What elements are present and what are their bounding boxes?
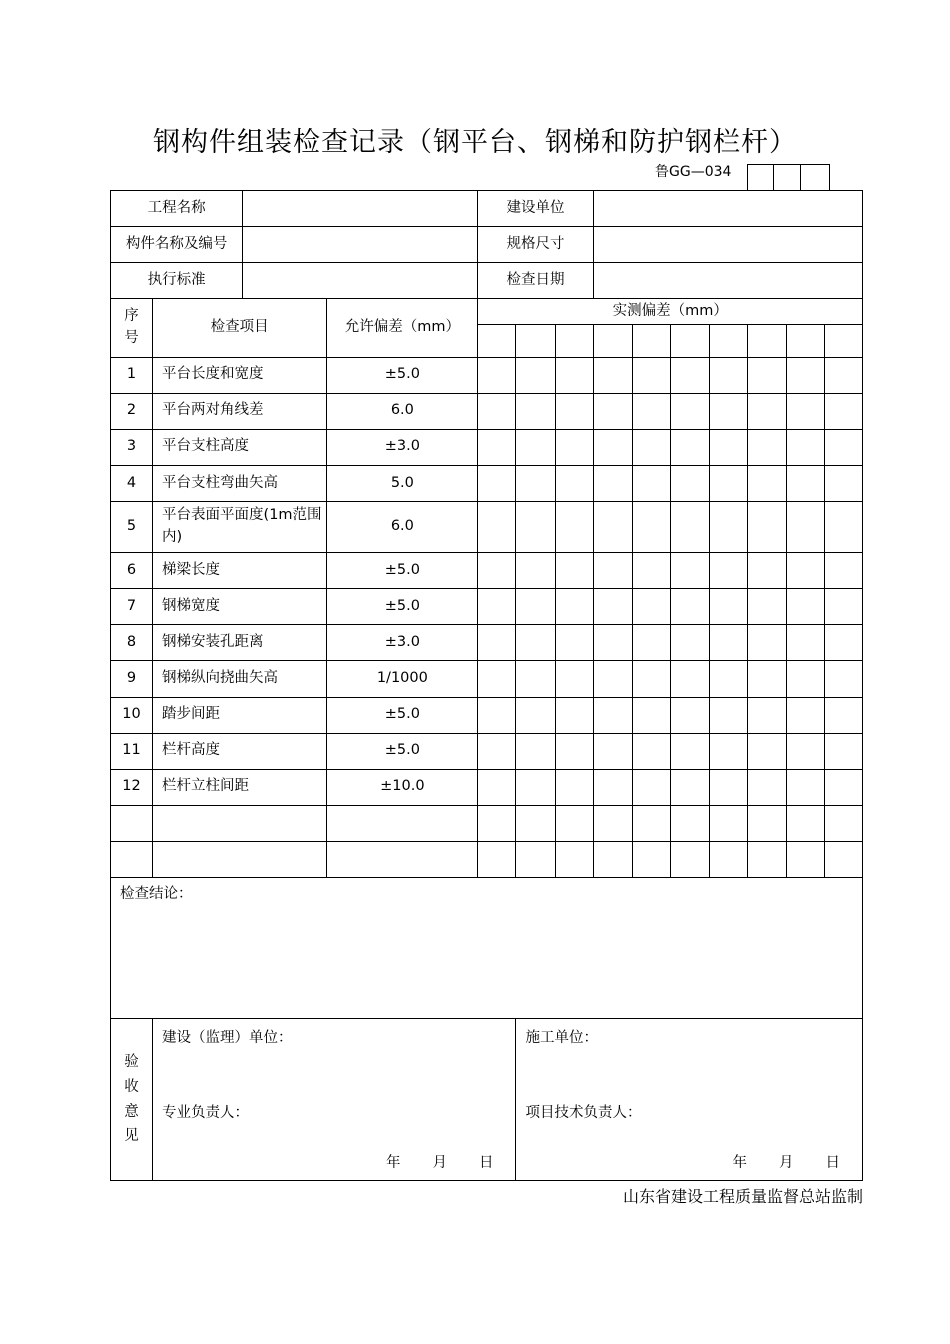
row-item: 平台支柱弯曲矢高 (153, 465, 327, 501)
blank-tolerance[interactable] (327, 841, 478, 877)
measured-cell[interactable] (516, 553, 555, 589)
measured-cell[interactable] (747, 661, 786, 697)
measured-cell[interactable] (786, 733, 824, 769)
measured-cell[interactable] (786, 501, 824, 552)
measured-cell[interactable] (747, 769, 786, 805)
conclusion-box[interactable] (111, 878, 863, 1019)
code-box-3[interactable] (801, 164, 830, 190)
measured-cell[interactable] (670, 661, 709, 697)
measured-cell[interactable] (747, 393, 786, 429)
measured-cell[interactable] (516, 733, 555, 769)
row-number: 5 (111, 501, 153, 552)
measured-cell[interactable] (478, 429, 516, 465)
code-box-2[interactable] (774, 164, 801, 190)
row-item: 钢梯纵向挠曲矢高 (153, 661, 327, 697)
measured-cell[interactable] (747, 625, 786, 661)
measured-cell[interactable] (824, 553, 862, 589)
measured-cell[interactable] (786, 465, 824, 501)
measured-cell[interactable] (516, 661, 555, 697)
row-tolerance: ±5.0 (327, 697, 478, 733)
row-number: 1 (111, 357, 153, 393)
form-code: 鲁GG—034 (655, 164, 732, 180)
measured-cell[interactable] (670, 769, 709, 805)
measured-cell[interactable] (709, 393, 747, 429)
measured-cell[interactable] (670, 429, 709, 465)
measured-cell[interactable] (516, 429, 555, 465)
measured-cell[interactable] (555, 661, 593, 697)
measured-cell[interactable] (824, 393, 862, 429)
measured-cell[interactable] (555, 625, 593, 661)
measured-cell[interactable] (555, 733, 593, 769)
row-item: 平台两对角线差 (153, 393, 327, 429)
day-label: 日 (478, 1154, 494, 1171)
acceptance-label-char: 意 (124, 1103, 139, 1120)
measured-cell[interactable] (516, 625, 555, 661)
measured-col-5[interactable] (632, 325, 670, 357)
measured-cell[interactable] (632, 625, 670, 661)
measured-cell[interactable] (516, 769, 555, 805)
measured-cell[interactable] (709, 697, 747, 733)
measured-cell[interactable] (709, 625, 747, 661)
measured-cell[interactable] (786, 697, 824, 733)
measured-cell[interactable] (786, 661, 824, 697)
measured-cell[interactable] (516, 697, 555, 733)
measured-cell[interactable] (555, 841, 593, 877)
measured-cell[interactable] (593, 661, 632, 697)
owner-sign-cell[interactable] (153, 1019, 516, 1181)
measured-cell[interactable] (709, 661, 747, 697)
measured-cell[interactable] (824, 465, 862, 501)
measured-cell[interactable] (478, 357, 516, 393)
measured-cell[interactable] (786, 357, 824, 393)
measured-cell[interactable] (478, 393, 516, 429)
row-number: 7 (111, 589, 153, 625)
row-item: 平台长度和宽度 (153, 357, 327, 393)
measured-cell[interactable] (632, 393, 670, 429)
measured-cell[interactable] (709, 733, 747, 769)
contractor-unit-label: 施工单位： (525, 1029, 598, 1046)
row-number: 10 (111, 697, 153, 733)
measured-cell[interactable] (632, 661, 670, 697)
measured-cell[interactable] (632, 429, 670, 465)
measured-cell[interactable] (786, 429, 824, 465)
measured-cell[interactable] (593, 501, 632, 552)
measured-cell[interactable] (670, 357, 709, 393)
measured-header: 实测偏差（mm） (478, 299, 863, 325)
row-item: 踏步间距 (153, 697, 327, 733)
measured-cell[interactable] (670, 841, 709, 877)
measured-cell[interactable] (478, 697, 516, 733)
construction-unit-field[interactable] (593, 191, 862, 227)
component-field[interactable] (243, 227, 478, 263)
row-item: 栏杆高度 (153, 733, 327, 769)
measured-cell[interactable] (555, 429, 593, 465)
measured-cell[interactable] (478, 625, 516, 661)
footer-issuer: 山东省建设工程质量监督总站监制 (622, 1187, 863, 1206)
measured-cell[interactable] (593, 805, 632, 841)
measured-cell[interactable] (632, 589, 670, 625)
measured-cell[interactable] (670, 625, 709, 661)
measured-cell[interactable] (555, 553, 593, 589)
acceptance-label-char: 收 (124, 1079, 139, 1096)
measured-col-6[interactable] (670, 325, 709, 357)
measured-cell[interactable] (632, 841, 670, 877)
measured-cell[interactable] (478, 501, 516, 552)
row-tolerance: ±3.0 (327, 625, 478, 661)
measured-cell[interactable] (747, 841, 786, 877)
measured-cell[interactable] (593, 697, 632, 733)
measured-cell[interactable] (824, 697, 862, 733)
inspection-date-label: 检查日期 (478, 263, 593, 299)
table-row (111, 589, 863, 625)
measured-cell[interactable] (670, 805, 709, 841)
month-label: 月 (779, 1154, 794, 1171)
measured-cell[interactable] (593, 841, 632, 877)
table-row (111, 553, 863, 589)
measured-cell[interactable] (478, 589, 516, 625)
measured-cell[interactable] (632, 805, 670, 841)
measured-cell[interactable] (709, 465, 747, 501)
measured-cell[interactable] (516, 589, 555, 625)
seq-header (111, 299, 153, 357)
measured-cell[interactable] (478, 733, 516, 769)
measured-cell[interactable] (709, 501, 747, 552)
table-row (111, 769, 863, 805)
measured-col-7[interactable] (709, 325, 747, 357)
seq-header-char-1: 序 (124, 308, 139, 325)
day-label: 日 (825, 1154, 840, 1171)
acceptance-label-char: 验 (124, 1054, 139, 1071)
blank-tolerance[interactable] (327, 805, 478, 841)
measured-cell[interactable] (747, 697, 786, 733)
measured-cell[interactable] (593, 465, 632, 501)
tolerance-header: 允许偏差（mm） (327, 299, 478, 357)
measured-cell[interactable] (516, 465, 555, 501)
table-row (111, 625, 863, 661)
spec-size-field[interactable] (593, 227, 862, 263)
measured-cell[interactable] (555, 465, 593, 501)
measured-cell[interactable] (824, 805, 862, 841)
measured-col-2[interactable] (516, 325, 555, 357)
measured-cell[interactable] (516, 501, 555, 552)
blank-item[interactable] (153, 841, 327, 877)
year-label: 年 (385, 1154, 401, 1171)
measured-cell[interactable] (555, 805, 593, 841)
standard-label: 执行标准 (111, 263, 243, 299)
blank-row (111, 805, 863, 841)
project-name-label: 工程名称 (111, 191, 243, 227)
measured-cell[interactable] (747, 501, 786, 552)
row-item: 梯梁长度 (153, 553, 327, 589)
measured-cell[interactable] (593, 733, 632, 769)
blank-number[interactable] (111, 841, 153, 877)
measured-cell[interactable] (555, 501, 593, 552)
row-item: 平台支柱高度 (153, 429, 327, 465)
measured-cell[interactable] (786, 841, 824, 877)
contractor-sign-cell[interactable] (516, 1019, 863, 1181)
measured-cell[interactable] (593, 769, 632, 805)
measured-cell[interactable] (786, 589, 824, 625)
contractor-date (701, 1153, 841, 1175)
owner-person-label: 专业负责人： (162, 1104, 250, 1121)
measured-cell[interactable] (709, 357, 747, 393)
row-item: 平台表面平面度(1m范围内) (153, 501, 327, 552)
measured-cell[interactable] (824, 429, 862, 465)
measured-cell[interactable] (824, 501, 862, 552)
measured-cell[interactable] (478, 841, 516, 877)
measured-cell[interactable] (593, 589, 632, 625)
measured-cell[interactable] (786, 553, 824, 589)
measured-cell[interactable] (824, 625, 862, 661)
row-tolerance: ±5.0 (327, 733, 478, 769)
measured-cell[interactable] (747, 805, 786, 841)
acceptance-label-cell (111, 1019, 153, 1181)
row-number: 2 (111, 393, 153, 429)
measured-cell[interactable] (555, 589, 593, 625)
measured-cell[interactable] (632, 357, 670, 393)
row-tolerance: 6.0 (327, 501, 478, 552)
row-number: 11 (111, 733, 153, 769)
row-item: 钢梯安装孔距离 (153, 625, 327, 661)
measured-cell[interactable] (555, 357, 593, 393)
measured-cell[interactable] (670, 553, 709, 589)
measured-cell[interactable] (632, 697, 670, 733)
month-label: 月 (432, 1154, 447, 1171)
measured-cell[interactable] (593, 625, 632, 661)
measured-cell[interactable] (747, 589, 786, 625)
row-tolerance: 1/1000 (327, 661, 478, 697)
row-number: 9 (111, 661, 153, 697)
measured-cell[interactable] (709, 429, 747, 465)
measured-cell[interactable] (747, 733, 786, 769)
project-name-field[interactable] (243, 191, 478, 227)
acceptance-label-char: 见 (124, 1128, 139, 1145)
measured-cell[interactable] (632, 465, 670, 501)
measured-cell[interactable] (478, 769, 516, 805)
component-label: 构件名称及编号 (111, 227, 243, 263)
measured-cell[interactable] (747, 553, 786, 589)
row-number: 6 (111, 553, 153, 589)
row-tolerance: 6.0 (327, 393, 478, 429)
measured-cell[interactable] (478, 661, 516, 697)
table-row (111, 465, 863, 501)
row-number: 3 (111, 429, 153, 465)
table-row (111, 393, 863, 429)
row-tolerance: ±5.0 (327, 589, 478, 625)
measured-cell[interactable] (555, 697, 593, 733)
measured-col-8[interactable] (747, 325, 786, 357)
measured-cell[interactable] (555, 769, 593, 805)
inspection-table (110, 190, 863, 1181)
measured-cell[interactable] (632, 553, 670, 589)
measured-cell[interactable] (516, 393, 555, 429)
year-label: 年 (732, 1154, 747, 1171)
measured-cell[interactable] (516, 841, 555, 877)
measured-cell[interactable] (478, 805, 516, 841)
table-row (111, 357, 863, 393)
measured-cell[interactable] (478, 553, 516, 589)
measured-col-3[interactable] (555, 325, 593, 357)
measured-cell[interactable] (824, 589, 862, 625)
measured-cell[interactable] (632, 733, 670, 769)
item-header: 检查项目 (153, 299, 327, 357)
table-row (111, 661, 863, 697)
measured-cell[interactable] (824, 769, 862, 805)
measured-cell[interactable] (824, 357, 862, 393)
measured-cell[interactable] (670, 501, 709, 552)
measured-cell[interactable] (478, 465, 516, 501)
owner-unit-label: 建设（监理）单位： (162, 1029, 293, 1046)
measured-cell[interactable] (786, 769, 824, 805)
measured-col-4[interactable] (593, 325, 632, 357)
spec-size-label: 规格尺寸 (478, 227, 593, 263)
measured-cell[interactable] (632, 769, 670, 805)
table-row (111, 733, 863, 769)
table-row (111, 697, 863, 733)
acceptance-label (124, 1050, 139, 1149)
construction-unit-label: 建设单位 (478, 191, 593, 227)
blank-number[interactable] (111, 805, 153, 841)
measured-cell[interactable] (593, 357, 632, 393)
row-tolerance: 5.0 (327, 465, 478, 501)
conclusion-label: 检查结论： (120, 886, 193, 903)
measured-cell[interactable] (786, 393, 824, 429)
row-item: 栏杆立柱间距 (153, 769, 327, 805)
measured-cell[interactable] (824, 733, 862, 769)
measured-cell[interactable] (670, 733, 709, 769)
row-tolerance: ±10.0 (327, 769, 478, 805)
blank-item[interactable] (153, 805, 327, 841)
standard-field[interactable] (243, 263, 478, 299)
page-title: 钢构件组装检查记录（钢平台、钢梯和防护钢栏杆） (153, 127, 797, 158)
measured-col-10[interactable] (824, 325, 862, 357)
row-tolerance: ±3.0 (327, 429, 478, 465)
measured-cell[interactable] (824, 661, 862, 697)
measured-col-9[interactable] (786, 325, 824, 357)
inspection-date-field[interactable] (593, 263, 862, 299)
row-tolerance: ±5.0 (327, 553, 478, 589)
measured-cell[interactable] (593, 553, 632, 589)
measured-cell[interactable] (747, 357, 786, 393)
table-row (111, 501, 863, 552)
row-item: 钢梯宽度 (153, 589, 327, 625)
measured-cell[interactable] (593, 429, 632, 465)
measured-cell[interactable] (670, 393, 709, 429)
measured-cell[interactable] (516, 805, 555, 841)
code-box-1[interactable] (747, 164, 774, 190)
row-tolerance: ±5.0 (327, 357, 478, 393)
measured-cell[interactable] (747, 465, 786, 501)
row-number: 8 (111, 625, 153, 661)
row-number: 12 (111, 769, 153, 805)
measured-cell[interactable] (786, 805, 824, 841)
measured-cell[interactable] (709, 841, 747, 877)
measured-cell[interactable] (670, 589, 709, 625)
measured-cell[interactable] (516, 357, 555, 393)
measured-cell[interactable] (709, 805, 747, 841)
measured-col-1[interactable] (478, 325, 516, 357)
table-row (111, 429, 863, 465)
owner-date (354, 1153, 494, 1175)
measured-cell[interactable] (555, 393, 593, 429)
measured-cell[interactable] (709, 589, 747, 625)
contractor-person-label: 项目技术负责人： (525, 1104, 642, 1121)
measured-cell[interactable] (670, 697, 709, 733)
measured-cell[interactable] (670, 465, 709, 501)
row-number: 4 (111, 465, 153, 501)
measured-cell[interactable] (824, 841, 862, 877)
measured-cell[interactable] (709, 553, 747, 589)
measured-cell[interactable] (786, 625, 824, 661)
measured-cell[interactable] (593, 393, 632, 429)
measured-cell[interactable] (747, 429, 786, 465)
measured-cell[interactable] (632, 501, 670, 552)
measured-cell[interactable] (709, 769, 747, 805)
seq-header-char-2: 号 (124, 329, 139, 346)
blank-row (111, 841, 863, 877)
